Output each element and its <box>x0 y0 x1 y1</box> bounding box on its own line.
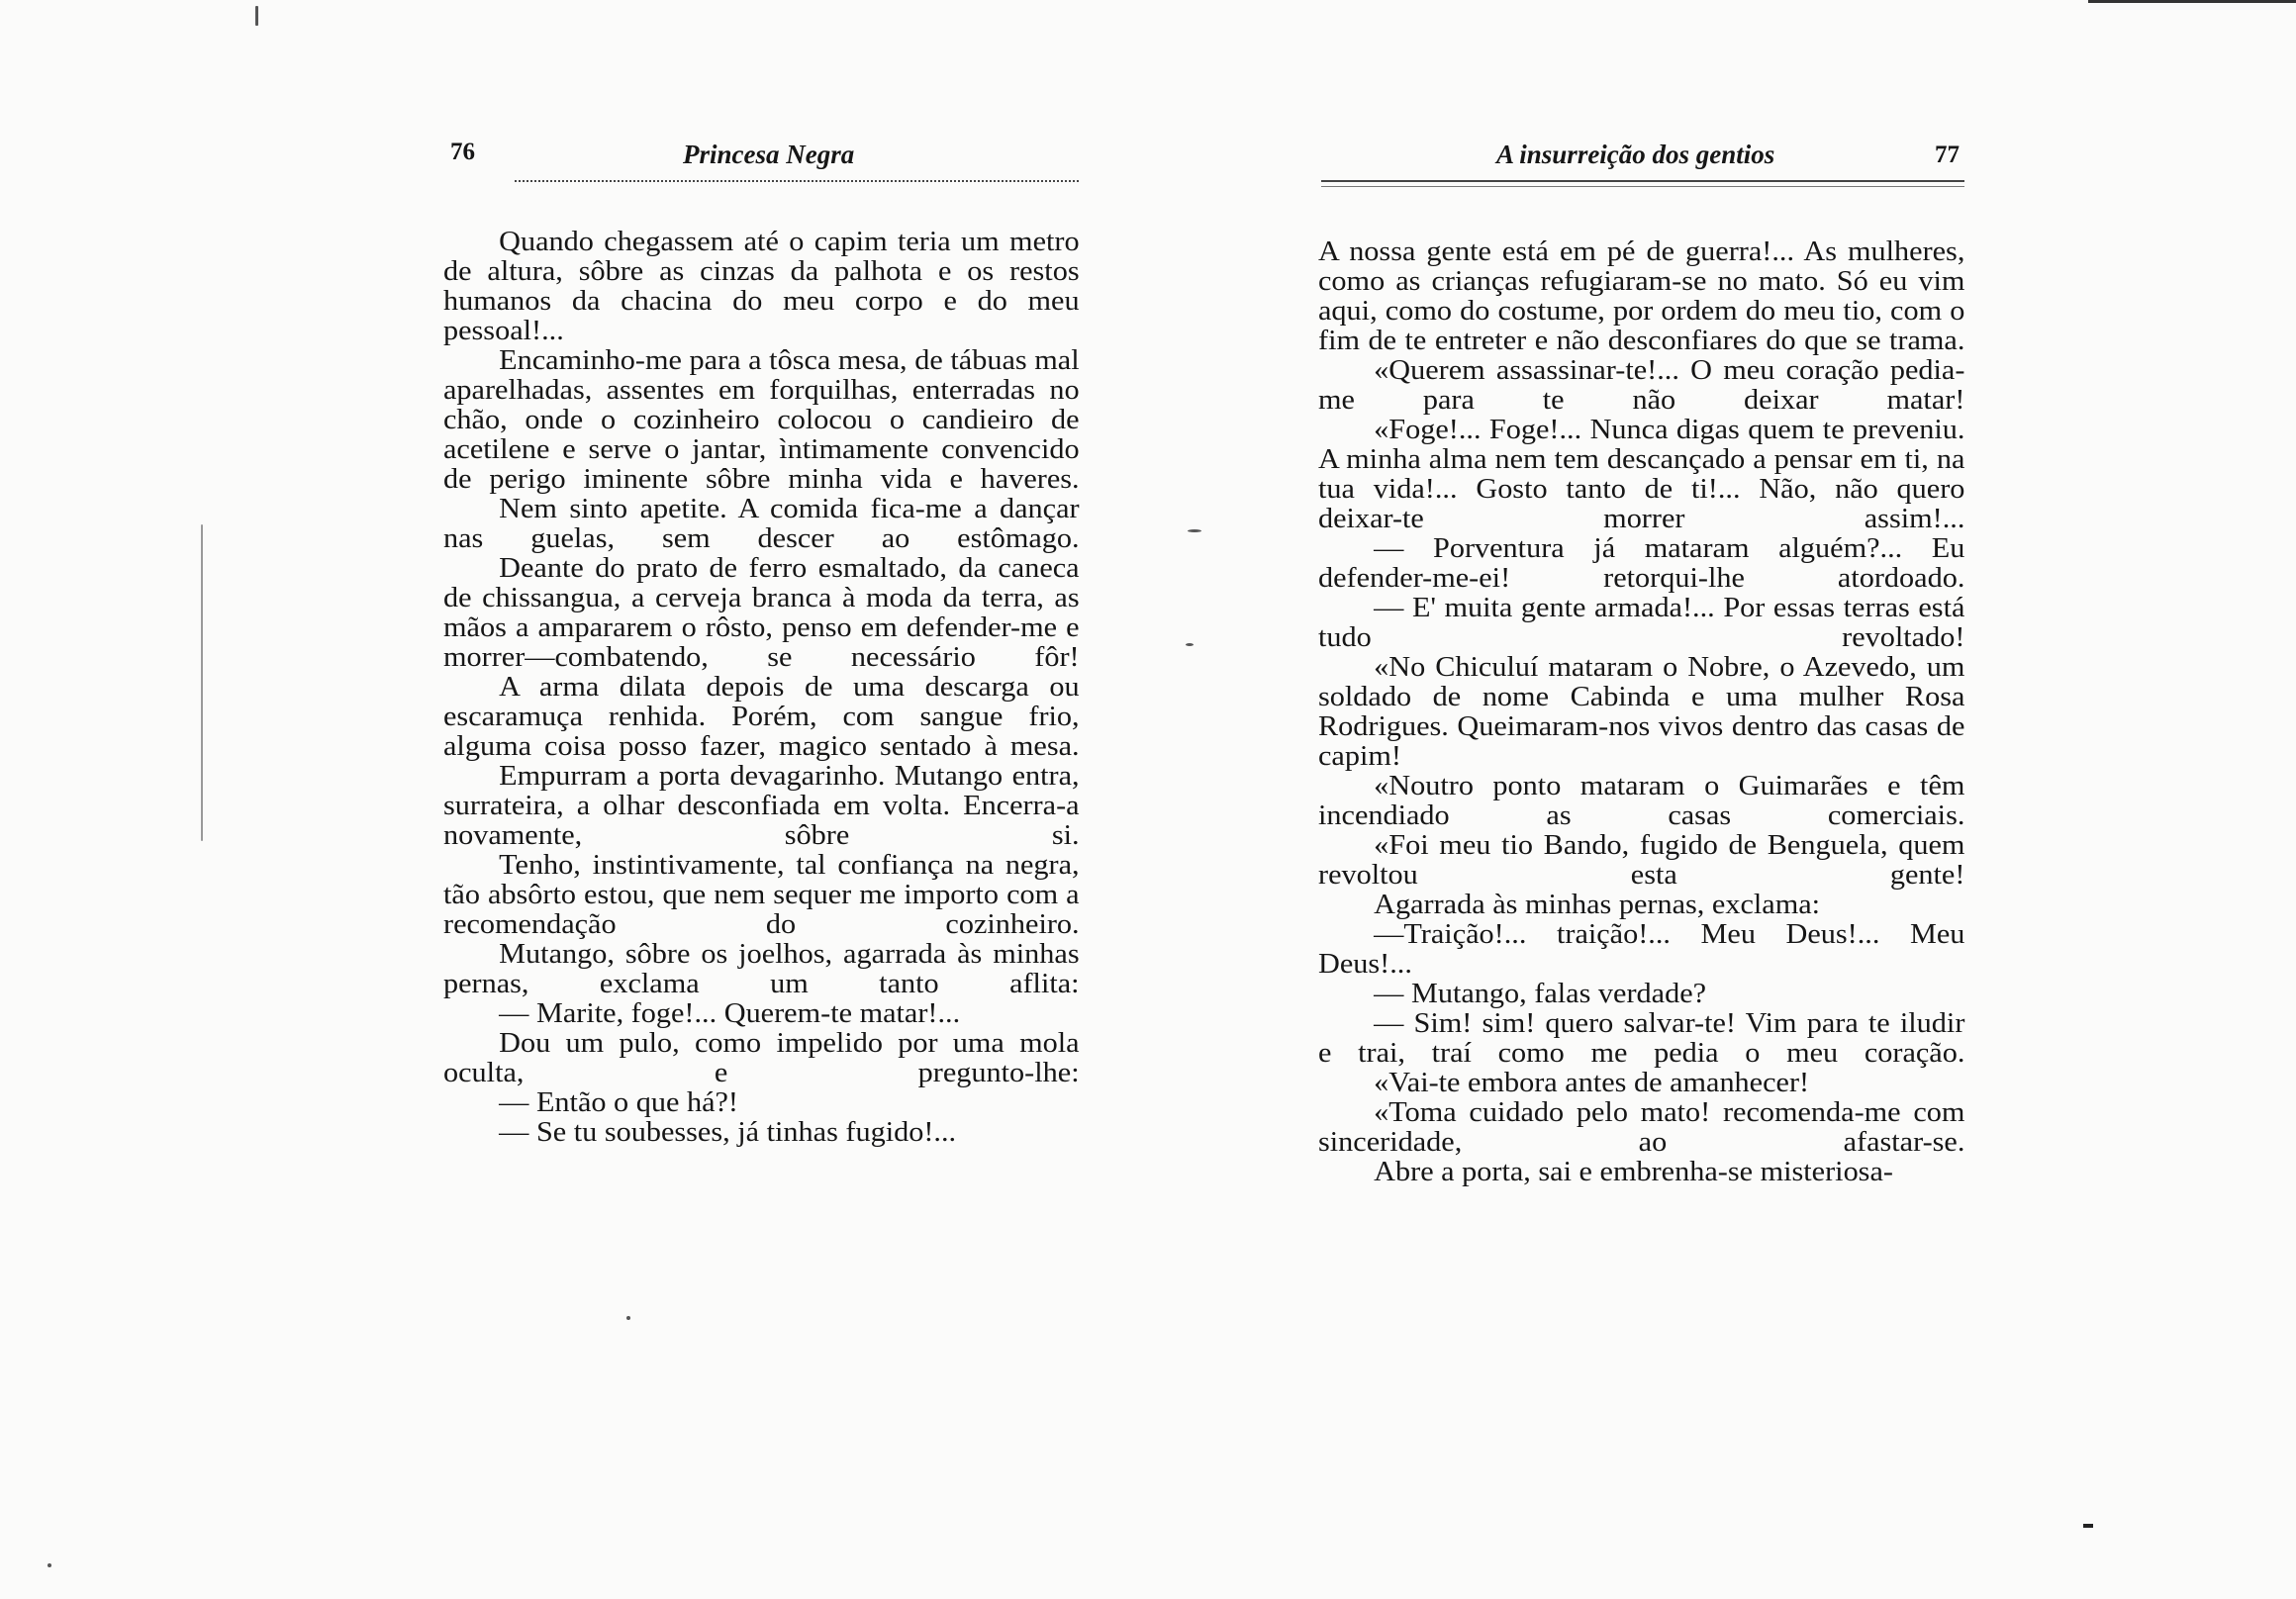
scan-edge-mark <box>2088 0 2296 3</box>
paragraph: Agarrada às minhas pernas, exclama: <box>1374 890 1821 920</box>
paragraph: — Sim! sim! quero salvar-te! Vim para te iludir e trai, traí como me pedia o meu coração. <box>1318 1008 1965 1069</box>
running-head: Princesa Negra <box>683 140 855 169</box>
header-rule <box>515 180 1079 182</box>
scan-speck <box>626 1316 630 1320</box>
paragraph: «Foi meu tio Bando, fugido de Benguela, quem revoltou esta gente! <box>1318 830 1965 891</box>
paragraph: Quando chegassem até o capim teria um metro de altura, sôbre as cinzas da palhota e os restos humanos da chacina do meu corpo e do meu pessoal!... <box>443 227 1080 346</box>
paragraph: «Vai-te embora antes de amanhecer! <box>1374 1068 1810 1098</box>
paragraph: «Foge!... Foge!... Nunca digas quem te preveniu. A minha alma nem tem descançado a pensar em ti, na tua vida!... Gosto tanto de ti!... Não, não quero deixar-te morrer assim!... <box>1318 415 1965 534</box>
scan-speck <box>1188 529 1201 532</box>
page-number: 77 <box>1935 141 1960 168</box>
paragraph: — Se tu soubesses, já tinhas fugido!... <box>499 1117 957 1148</box>
paragraph: «Toma cuidado pelo mato! recomenda-me com sinceridade, ao afastar-se. <box>1318 1097 1965 1158</box>
paragraph: Deante do prato de ferro esmaltado, da caneca de chissangua, a cerveja branca à moda da terra, as mãos a ampararem o rôsto, penso em defender-me e morrer—combatendo, se necessário fôr! <box>443 553 1080 673</box>
paragraph: Dou um pulo, como impelido por uma mola oculta, e pregunto-lhe: <box>443 1028 1080 1088</box>
paragraph: A arma dilata depois de uma descarga ou escaramuça renhida. Porém, com sangue frio, alguma coisa posso fazer, magico sentado à mesa. <box>443 672 1080 762</box>
paragraph: Abre a porta, sai e embrenha-se misteriosa- <box>1374 1157 1893 1187</box>
paragraph: «No Chiculuí mataram o Nobre, o Azevedo, um soldado de nome Cabinda e uma mulher Rosa Rodrigues. Queimaram-nos vivos dentro das casas de capim! <box>1318 652 1965 772</box>
paragraph: Empurram a porta devagarinho. Mutango entra, surrateira, a olhar desconfiada em volta. Encerra-a novamente, sôbre si. <box>443 761 1080 851</box>
paragraph: Mutango, sôbre os joelhos, agarrada às minhas pernas, exclama um tanto aflita: <box>443 939 1080 999</box>
scan-speck <box>48 1563 51 1567</box>
header-rule-thin <box>1321 186 1964 187</box>
paragraph: — Marite, foge!... Querem-te matar!... <box>499 998 961 1029</box>
text-block <box>1318 236 1965 1187</box>
paragraph: Nem sinto apetite. A comida fica-me a dançar nas guelas, sem descer ao estômago. <box>443 494 1080 554</box>
paragraph: Encaminho-me para a tôsca mesa, de tábuas mal aparelhadas, assentes em forquilhas, enterradas no chão, onde o cozinheiro colocou o candieiro de acetilene e serve o jantar, ìntimamente convencido de perigo iminente sôbre minha vida e haveres. <box>443 345 1080 495</box>
paragraph: — E' muita gente armada!... Por essas terras está tudo revoltado! <box>1318 593 1965 653</box>
scan-speck <box>2083 1524 2093 1528</box>
scan-speck <box>255 6 258 26</box>
paragraph: «Noutro ponto mataram o Guimarães e têm incendiado as casas comerciais. <box>1318 771 1965 831</box>
paragraph: —Traição!... traição!... Meu Deus!... Meu Deus!... <box>1318 919 1965 980</box>
page-number: 76 <box>450 139 475 165</box>
scan-speck <box>1186 643 1194 646</box>
running-head: A insurreição dos gentios <box>1496 140 1775 169</box>
paragraph: — Porventura já mataram alguém?... Eu defender-me-ei! retorqui-lhe atordoado. <box>1318 533 1965 594</box>
paragraph: — Mutango, falas verdade? <box>1374 979 1707 1009</box>
paragraph: Tenho, instintivamente, tal confiança na negra, tão absôrto estou, que nem sequer me importo com a recomendação do cozinheiro. <box>443 850 1080 940</box>
text-block <box>443 227 1080 1148</box>
paragraph: A nossa gente está em pé de guerra!... As mulheres, como as crianças refugiaram-se no mato. Só eu vim aqui, como do costume, por ordem do meu tio, com o fim de te entreter e não desconfiares do que se trama. <box>1318 236 1965 356</box>
right-page <box>1148 0 2296 1599</box>
paragraph: «Querem assassinar-te!... O meu coração pedia-me para te não deixar matar! <box>1318 355 1965 416</box>
scan-gutter-line <box>201 524 203 841</box>
header-rule <box>1321 180 1964 182</box>
paragraph: — Então o que há?! <box>499 1087 738 1118</box>
